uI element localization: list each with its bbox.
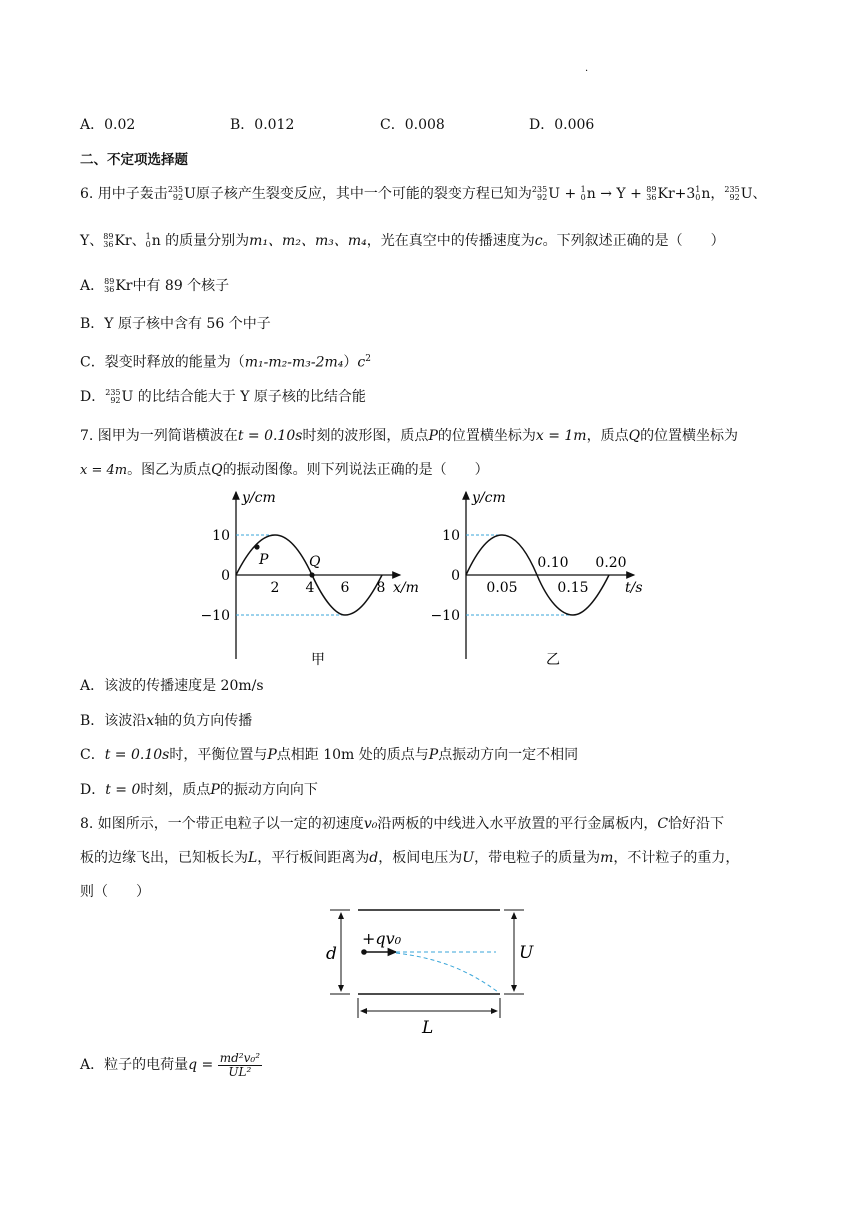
q5-choice-b[interactable]: B．0.012 [230,117,295,133]
yi-ytick-0: 0 [451,568,460,584]
point-p [254,544,259,549]
parallel-plate-diagram [318,900,548,1040]
q7-option-b[interactable]: B．该波沿x轴的负方向传播 [80,713,253,729]
q6-option-a[interactable]: A． 89 36 Kr中有 89 个核子 [80,277,230,294]
jia-xtick-2: 2 [270,580,280,596]
vibration-graph-yi [430,484,660,670]
nuclide-u235: 235 92 U [167,185,196,202]
jia-caption: 甲 [311,652,325,668]
q6-stem-line1: 6. 用中子轰击 235 92 U原子核产生裂变反应，其中一个可能的裂变方程已知为 235 92 U + 1 0 n → Y + 89 36 Kr+3 1 0 n， 235 92 U、 [80,185,767,202]
q8-stem-line3: 则（ ） [80,884,150,900]
q8-option-a[interactable]: A．粒子的电荷量q = $\frac{\text{md²v₀²}}{\text{UL²}}$ [80,1050,261,1079]
plate-label-u: U [519,943,534,963]
q8-stem-line2: 板的边缘飞出，已知板长为L，平行板间距离为d，板间电压为U，带电粒子的质量为m，不计粒子的重力， [80,850,740,866]
plate-label-charge: +qv₀ [362,929,402,948]
q7-stem-line2: x = 4m。图乙为质点Q的振动图像。则下列说法正确的是（ ） [80,462,489,478]
q6-option-d[interactable]: D． 235 92 U 的比结合能大于 Y 原子核的比结合能 [80,388,366,405]
plate-label-d: d [326,944,337,964]
q7-option-d[interactable]: D．t = 0时刻，质点P的振动方向向下 [80,782,318,798]
jia-xlabel: x/m [393,580,419,596]
yi-xtick-005: 0.05 [486,580,518,596]
jia-xtick-6: 6 [340,580,350,596]
q8-stem-line1: 8. 如图所示，一个带正电粒子以一定的初速度v₀沿两板的中线进入水平放置的平行金属板内，C恰好沿下 [80,816,725,832]
section-heading: 二、不定项选择题 [80,152,188,168]
yi-xtick-010: 0.10 [537,555,569,571]
yi-ytick-neg10: −10 [430,608,460,624]
q7-option-a[interactable]: A．该波的传播速度是 20m/s [80,678,264,694]
plate-label-l: L [422,1018,434,1038]
jia-ylabel: y/cm [242,490,276,506]
fission-equation: 235 92 U + 1 0 n → Y + 89 36 Kr+3 1 0 n [531,185,711,202]
q6-option-b[interactable]: B．Y 原子核中含有 56 个中子 [80,316,271,332]
q6-stem-line2: Y、 89 36 Kr、 1 0 n 的质量分别为m₁、m₂、m₃、m₄，光在真空中的传播速度为c。下列叙述正确的是（ ） [80,232,725,249]
jia-ytick-0: 0 [221,568,230,584]
yi-caption: 乙 [546,652,560,668]
q5-choice-a[interactable]: A．0.02 [80,117,136,133]
yi-xtick-020: 0.20 [595,555,627,571]
jia-label-p: P [259,552,269,568]
jia-label-q: Q [309,554,321,570]
yi-xlabel: t/s [625,580,643,596]
yi-ylabel: y/cm [472,490,506,506]
charge-fraction: $\frac{\text{md²v₀²}}{\text{UL²}}$ [219,1050,261,1079]
point-q [309,572,314,577]
q7-stem-line1: 7. 图甲为一列简谐横波在t = 0.10s时刻的波形图，质点P的位置横坐标为x = 1m，质点Q的位置横坐标为 [80,428,739,444]
jia-ytick-10: 10 [212,528,230,544]
q5-choice-c[interactable]: C．0.008 [380,117,445,133]
yi-ytick-10: 10 [442,528,460,544]
yi-xtick-015: 0.15 [557,580,589,596]
q6-option-c[interactable]: C．裂变时释放的能量为$(m_1-m_2-m_3-2m_4)c^2$ [80,354,371,371]
jia-xtick-8: 8 [376,580,386,596]
jia-xtick-4: 4 [305,580,315,596]
jia-ytick-neg10: −10 [200,608,230,624]
header-dot: · [585,66,589,77]
wave-graph-jia [200,484,430,670]
q5-choice-d[interactable]: D．0.006 [529,117,595,133]
q7-option-c[interactable]: C．t = 0.10s时，平衡位置与P点相距 10m 处的质点与P点振动方向一定不相同 [80,747,579,763]
